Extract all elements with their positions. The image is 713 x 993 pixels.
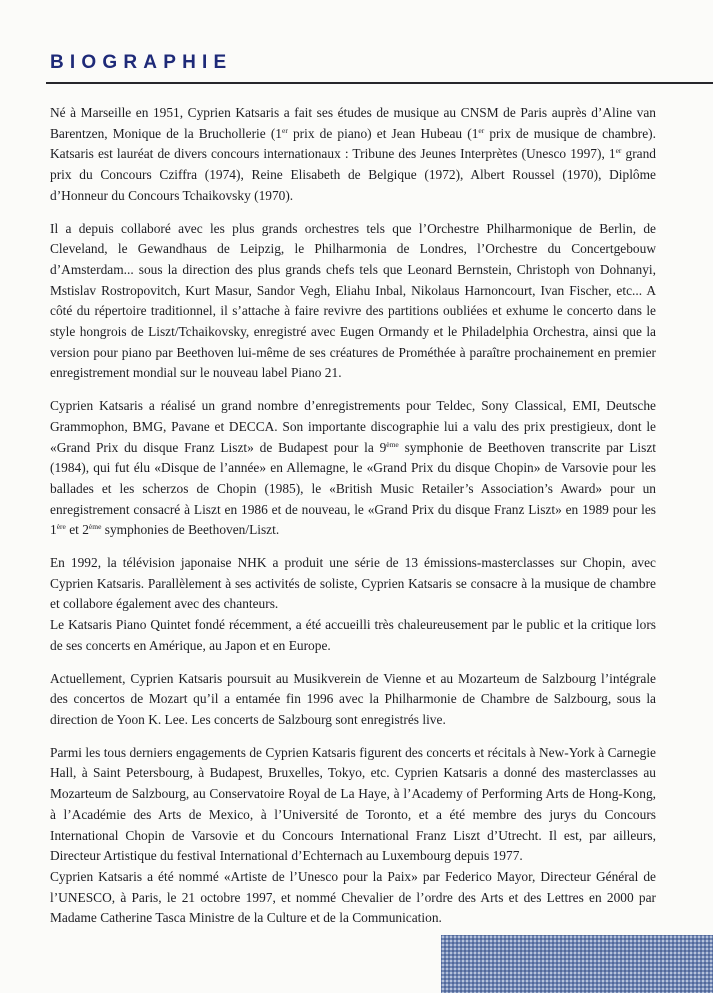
paragraph-quintet: Le Katsaris Piano Quintet fondé récemment, a été accueilli très chaleureusement par le public et la critique lors de ses concerts en Amérique, au Japon et en Europe.	[50, 617, 656, 653]
decorative-pattern-block	[441, 935, 713, 993]
biography-text	[50, 103, 656, 941]
paragraph-engagements: Parmi les tous derniers engagements de Cyprien Katsaris figurent des concerts et récitals à New-York à Carnegie Hall, à Saint Petersbourg, à Budapest, Bruxelles, Tokyo, etc. Cyprien Katsaris a donné des masterclasses au Mozarteum de Salzbourg, au Conservatoire Royal de La Haye, à l’Academy of Performing Arts de Hong-Kong, à l’Académie des Arts de Mexico, à l’Université de Toronto, et a été membre des jurys du Concours International Chopin de Varsovie et du Concours International Franz Liszt d’Utrecht. Il est, par ailleurs, Directeur Artistique du festival International d’Echternach au Luxembourg depuis 1977.	[50, 744, 656, 864]
paragraph-recordings: Cyprien Katsaris a réalisé un grand nombre d’enregistrements pour Teldec, Sony Classical, EMI, Deutsche Grammophon, BMG, Pavane et DECCA. Son importante discographie lui a valu des prix prestigieux, dont le «Grand Prix du disque Franz Liszt» de Budapest pour la 9ème symphonie de Beethoven transcrite par Liszt (1984), qui fut élu «Disque de l’année» en Allemagne, le «Grand Prix du disque Chopin» de Varsovie pour les ballades et les scherzos de Chopin (1985), le «British Music Retailer’s Association’s Award» pour un enregistrement consacré à Liszt en 1986 et de nouveau, le «Grand Prix du disque Franz Liszt» en 1989 pour les 1ère et 2ème symphonies de Beethoven/Liszt.	[50, 398, 656, 538]
page-heading: BIOGRAPHIE	[50, 52, 233, 73]
paragraph-mozart: Actuellement, Cyprien Katsaris poursuit au Musikverein de Vienne et au Mozarteum de Salzbourg l’intégrale des concertos de Mozart qu’il a entamée fin 1996 avec la Philharmonie de Chambre de Salzbourg, sous la direction de Yoon K. Lee. Les concerts de Salzbourg sont enregistrés live.	[50, 670, 656, 727]
paragraph-nhk: En 1992, la télévision japonaise NHK a produit une série de 13 émissions-masterclasses sur Chopin, avec Cyprien Katsaris. Parallèlement à ses activités de soliste, Cyprien Katsaris se consacre à la musique de chambre et collabore également avec des chanteurs.	[50, 555, 656, 612]
paragraph-unesco: Cyprien Katsaris a été nommé «Artiste de l’Unesco pour la Paix» par Federico Mayor, Directeur Général de l’UNESCO, à Paris, le 21 octobre 1997, et nommé Chevalier de l’ordre des Arts et des Lettres en 2000 par Madame Catherine Tasca Ministre de la Culture et de la Communication.	[50, 868, 656, 926]
paragraph-orchestras: Il a depuis collaboré avec les plus grands orchestres tels que l’Orchestre Philharmonique de Berlin, de Cleveland, le Gewandhaus de Leipzig, le Philharmonia de Londres, l’Orchestre du Concertgebouw d’Amsterdam... sous la direction des plus grands chefs tels que Leonard Bernstein, Christoph von Dohnanyi, Mstislav Rostropovitch, Kurt Masur, Sandor Vegh, Eliahu Inbal, Nikolaus Harnoncourt, Ivan Fischer, etc... A côté du répertoire traditionnel, il s’attache à faire revivre des partitions oubliées et exhume le concerto dans le style hongrois de Liszt/Tchaikovsky, enregistré avec Eugen Ormandy et le Philadelphia Orchestra, ainsi que la version pour piano par Beethoven lui-même de ses créatures de Prométhée à paraître prochainement en premier enregistrement mondial sur le nouveau label Piano 21.	[50, 220, 656, 381]
paragraph-education: Né à Marseille en 1951, Cyprien Katsaris a fait ses études de musique au CNSM de Paris auprès d’Aline van Barentzen, Monique de la Bruchollerie (1er prix de piano) et Jean Hubeau (1er prix de musique de chambre). Katsaris est lauréat de divers concours internationaux : Tribune des Jeunes Interprètes (Unesco 1997), 1er grand prix du Concours Cziffra (1974), Reine Elisabeth de Belgique (1972), Albert Roussel (1970), Diplôme d’Honneur du Concours Tchaikovsky (1970).	[50, 105, 656, 203]
heading-rule	[46, 82, 713, 84]
